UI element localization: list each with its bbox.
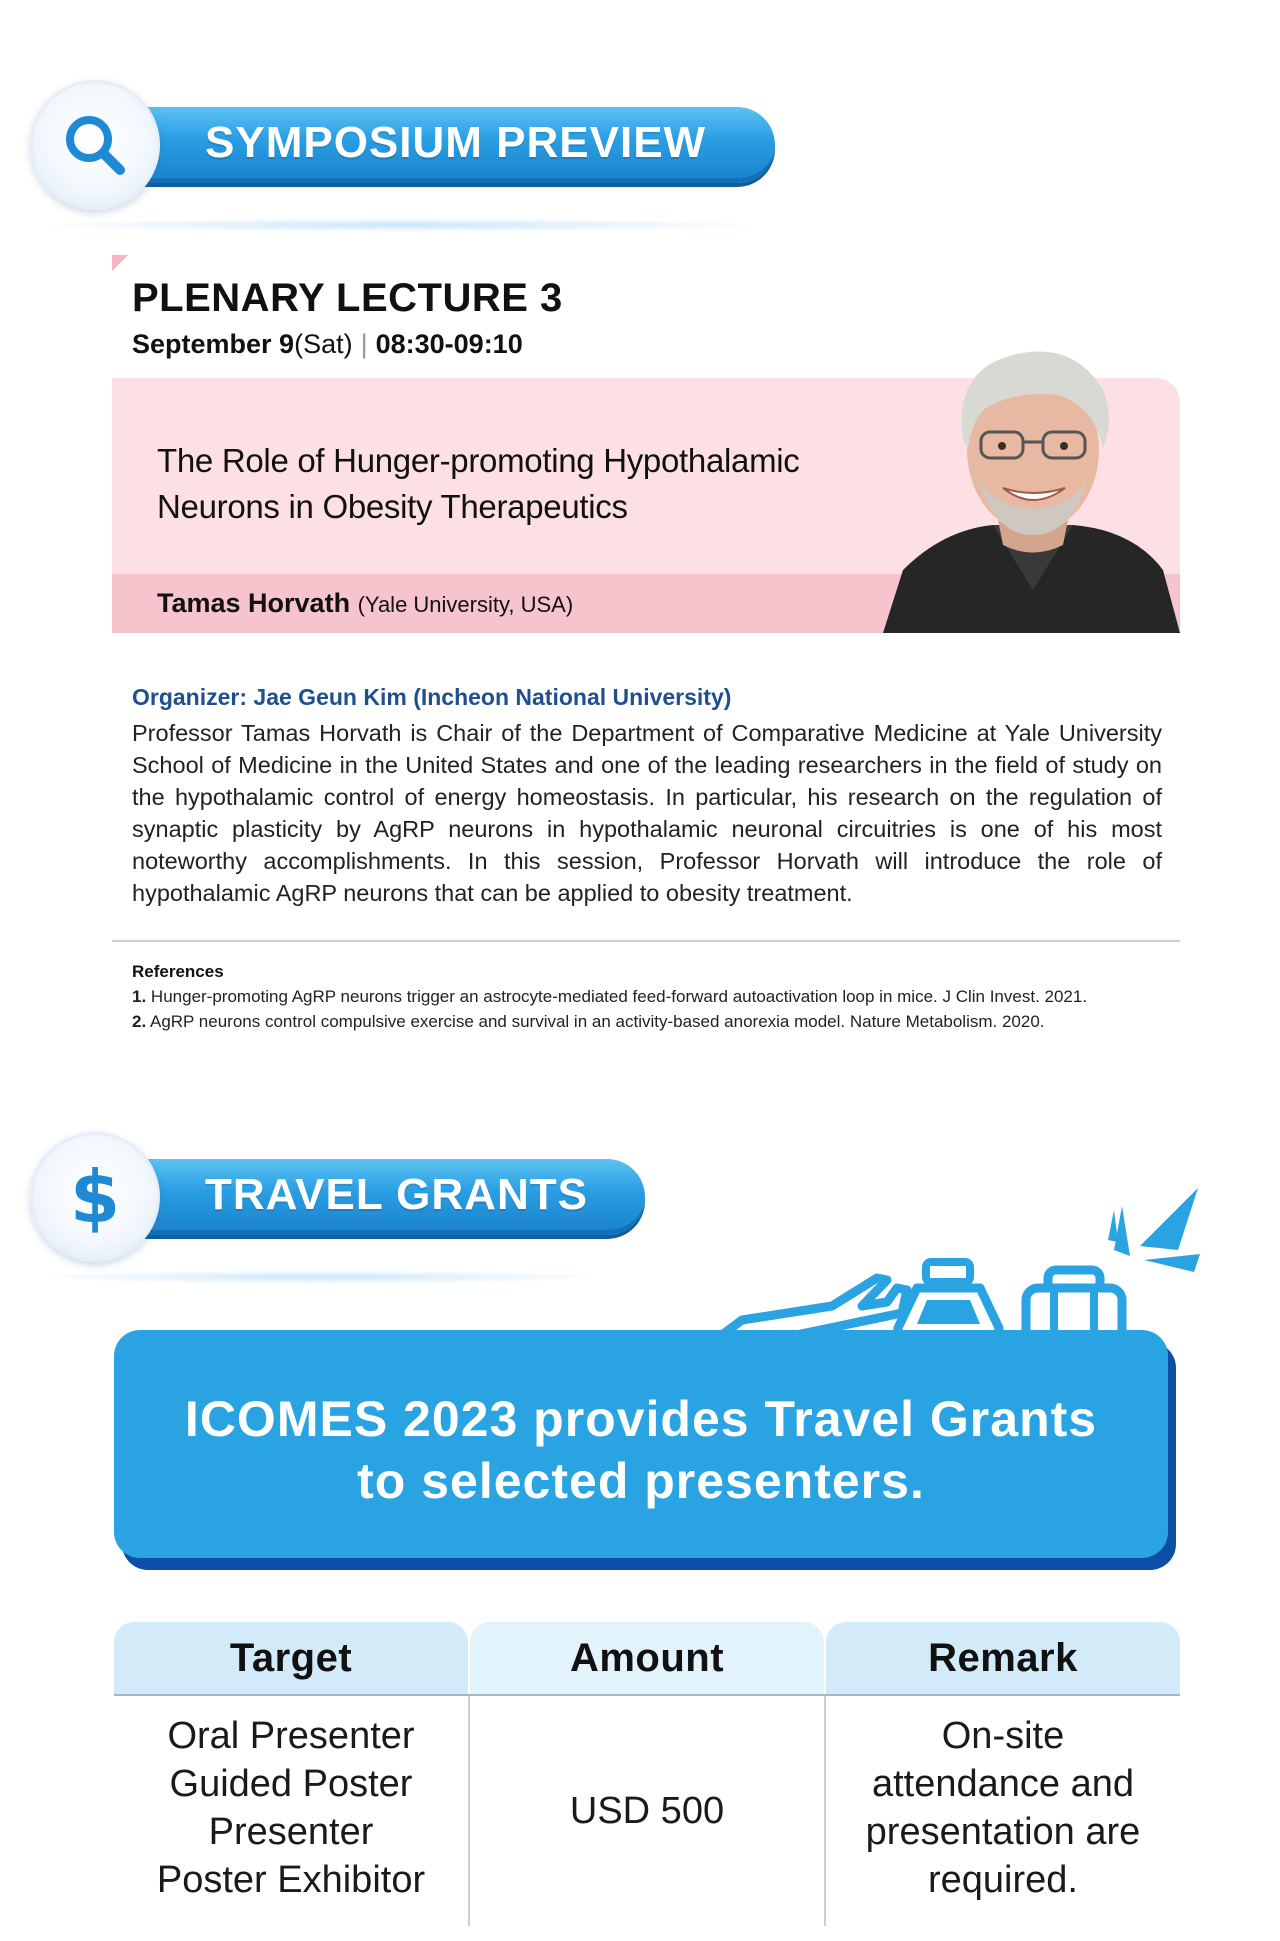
reference-text: Hunger-promoting AgRP neurons trigger an astrocyte-mediated feed-forward autoactivation loop in mice. J Clin Invest. 2021. [150,987,1088,1006]
target-line: Poster Exhibitor [156,1859,426,1901]
banner-text [114,1388,1168,1512]
lecture-date: September 9 [132,329,295,359]
target-cell [114,1712,468,1904]
dollar-icon: $ [69,1155,121,1239]
remark-cell [826,1712,1180,1904]
banner-line2: to selected presenters. [357,1453,925,1509]
divider [112,940,1180,942]
speaker-affiliation: (Yale University, USA) [357,592,574,617]
section-pill [125,1159,645,1235]
section-title: TRAVEL GRANTS [205,1170,588,1219]
target-line: Guided Poster [169,1763,413,1805]
target-line: Oral Presenter [167,1715,415,1757]
column-header-amount: Amount [470,1622,824,1694]
speaker-portrait [883,330,1180,633]
reference-text: AgRP neurons control compulsive exercise and survival in an activity-based anorexia model. Nature Metabolism. 2020. [149,1012,1045,1031]
organizer: Organizer: Jae Geun Kim (Incheon National University) [132,684,732,710]
talk-title-line1: The Role of Hunger-promoting Hypothalamic [157,442,800,479]
travel-grants-header [30,1132,630,1262]
search-icon [60,110,130,180]
amount-cell: USD 500 [569,1790,725,1832]
travel-grants-banner [114,1330,1168,1558]
reference-number: 2. [132,1012,147,1031]
target-line: Presenter [208,1811,374,1853]
talk-title [157,438,897,530]
speaker-name: Tamas Horvath [157,588,351,618]
header-glow [30,218,770,232]
lecture-day: (Sat) [294,329,353,359]
speaker [157,574,573,633]
speaker-bio: Professor Tamas Horvath is Chair of the Department of Comparative Medicine at Yale University School of Medicine in the United States and one of the leading researchers in the field of study on the hypothalamic control of energy homeostasis. In particular, his research on the regulation of synaptic plasticity by AgRP neurons in hypothalamic neuronal circuitries is one of his most noteworthy accomplishments. In this session, Professor Horvath will introduce the role of hypothalamic AgRP neurons that can be applied to obesity treatment. [132,720,1162,906]
sparkle-icon [1108,1188,1200,1272]
lecture-title: PLENARY LECTURE 3 [132,276,563,320]
references-title: References [132,962,224,981]
dollar-icon-badge [30,1132,160,1262]
talk-title-line2: Neurons in Obesity Therapeutics [157,488,628,525]
lecture-time: 08:30-09:10 [375,329,523,359]
remark-line: attendance and [871,1763,1134,1805]
remark-line: required. [928,1859,1078,1901]
remark-line: presentation are [865,1811,1141,1853]
column-header-target: Target [114,1622,468,1694]
reference-number: 1. [132,987,147,1006]
column-header-remark: Remark [826,1622,1180,1694]
banner-line1: ICOMES 2023 provides Travel Grants [184,1391,1098,1447]
lecture-datetime [132,329,523,360]
reference-item [132,1012,1045,1032]
separator: | [360,329,368,359]
section-pill [125,107,775,183]
reference-item [132,987,1087,1007]
search-icon-badge [30,80,160,210]
section-title: SYMPOSIUM PREVIEW [205,118,707,167]
symposium-preview-header [30,80,780,210]
header-underline [114,1694,1180,1696]
remark-line: On-site [941,1715,1065,1757]
header-glow [30,1270,610,1284]
corner-mark [112,255,128,271]
